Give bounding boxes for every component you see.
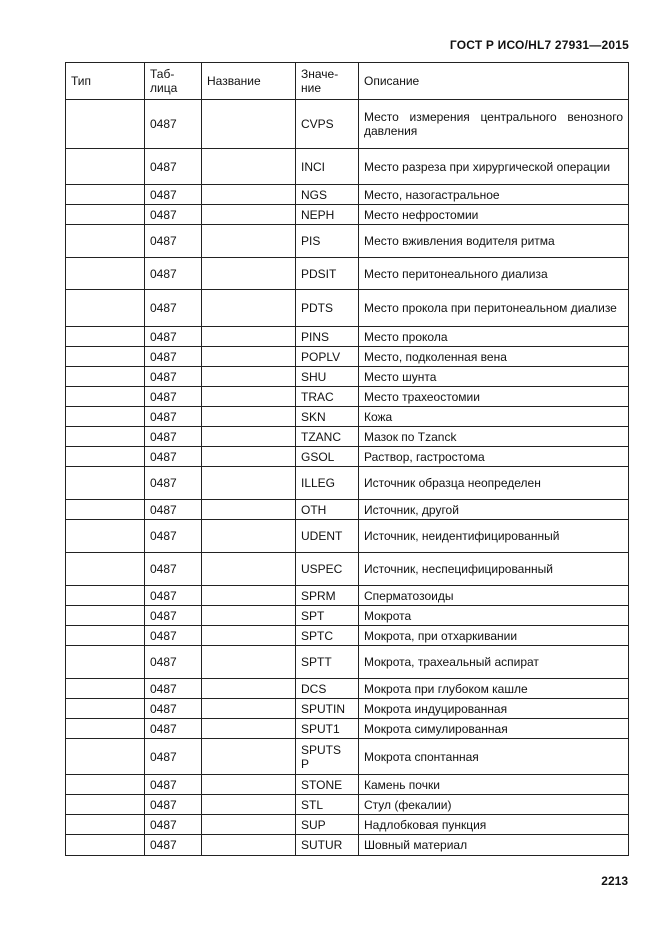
table-row (66, 775, 629, 795)
table-row (66, 100, 629, 149)
cell-type (66, 205, 145, 225)
cell-type (66, 606, 145, 626)
cell-description: Мазок по Tzanck (359, 427, 629, 447)
cell-type (66, 739, 145, 775)
cell-name (202, 347, 296, 367)
table-row (66, 258, 629, 290)
cell-value: GSOL (296, 447, 359, 467)
cell-value: OTH (296, 500, 359, 520)
cell-name (202, 149, 296, 185)
col-description-header: Описание (359, 63, 629, 100)
cell-type (66, 679, 145, 699)
cell-name (202, 646, 296, 679)
cell-description: Место разреза при хирургической операции (359, 149, 629, 185)
code-table (65, 62, 629, 856)
cell-table: 0487 (145, 739, 202, 775)
cell-name (202, 775, 296, 795)
cell-table: 0487 (145, 719, 202, 739)
cell-name (202, 553, 296, 586)
cell-type (66, 835, 145, 856)
cell-type (66, 553, 145, 586)
cell-table: 0487 (145, 367, 202, 387)
cell-name (202, 205, 296, 225)
cell-value: SPUT1 (296, 719, 359, 739)
cell-name (202, 586, 296, 606)
cell-table: 0487 (145, 427, 202, 447)
table-row (66, 646, 629, 679)
cell-value: SPUTIN (296, 699, 359, 719)
cell-description: Источник, другой (359, 500, 629, 520)
table-row (66, 815, 629, 835)
cell-table: 0487 (145, 500, 202, 520)
cell-value: SHU (296, 367, 359, 387)
cell-name (202, 387, 296, 407)
cell-name (202, 815, 296, 835)
cell-table: 0487 (145, 699, 202, 719)
cell-name (202, 185, 296, 205)
cell-name (202, 327, 296, 347)
cell-value: SPTT (296, 646, 359, 679)
cell-value: UDENT (296, 520, 359, 553)
table-body (66, 100, 629, 856)
cell-type (66, 815, 145, 835)
cell-type (66, 290, 145, 327)
cell-name (202, 100, 296, 149)
table-row (66, 347, 629, 367)
cell-value: SPT (296, 606, 359, 626)
cell-value: SPTC (296, 626, 359, 646)
cell-type (66, 327, 145, 347)
cell-table: 0487 (145, 100, 202, 149)
cell-value: PDSIT (296, 258, 359, 290)
cell-type (66, 407, 145, 427)
cell-type (66, 500, 145, 520)
table-header (66, 63, 629, 100)
cell-description: Место нефростомии (359, 205, 629, 225)
table-row (66, 367, 629, 387)
cell-description: Мокрота спонтанная (359, 739, 629, 775)
cell-table: 0487 (145, 520, 202, 553)
cell-description: Мокрота симулированная (359, 719, 629, 739)
table-row (66, 679, 629, 699)
cell-name (202, 427, 296, 447)
table-row (66, 149, 629, 185)
cell-table: 0487 (145, 185, 202, 205)
cell-description: Место измерения центрального венозного давления (359, 100, 629, 149)
cell-value: SUTUR (296, 835, 359, 856)
cell-value: SKN (296, 407, 359, 427)
cell-description: Надлобковая пункция (359, 815, 629, 835)
cell-type (66, 586, 145, 606)
cell-value: PINS (296, 327, 359, 347)
cell-table: 0487 (145, 835, 202, 856)
cell-value: STONE (296, 775, 359, 795)
cell-description: Место, подколенная вена (359, 347, 629, 367)
cell-table: 0487 (145, 205, 202, 225)
cell-description: Мокрота при глубоком кашле (359, 679, 629, 699)
cell-value: USPEC (296, 553, 359, 586)
cell-value: NGS (296, 185, 359, 205)
cell-description: Раствор, гастростома (359, 447, 629, 467)
table-row (66, 225, 629, 258)
cell-type (66, 520, 145, 553)
cell-type (66, 646, 145, 679)
cell-value: POPLV (296, 347, 359, 367)
cell-name (202, 719, 296, 739)
table-row (66, 626, 629, 646)
cell-table: 0487 (145, 225, 202, 258)
cell-table: 0487 (145, 290, 202, 327)
cell-name (202, 739, 296, 775)
cell-type (66, 185, 145, 205)
cell-table: 0487 (145, 258, 202, 290)
cell-type (66, 258, 145, 290)
cell-description: Место перитонеального диализа (359, 258, 629, 290)
cell-description: Место прокола (359, 327, 629, 347)
cell-name (202, 258, 296, 290)
cell-description: Место вживления водителя ритма (359, 225, 629, 258)
cell-type (66, 447, 145, 467)
cell-table: 0487 (145, 815, 202, 835)
cell-table: 0487 (145, 447, 202, 467)
cell-type (66, 719, 145, 739)
cell-type (66, 795, 145, 815)
cell-value: DCS (296, 679, 359, 699)
page-number: 2213 (601, 874, 628, 888)
cell-table: 0487 (145, 586, 202, 606)
cell-description: Место прокола при перитонеальном диализе (359, 290, 629, 327)
cell-table: 0487 (145, 795, 202, 815)
col-type-header: Тип (66, 63, 145, 100)
table-row (66, 427, 629, 447)
table-row (66, 205, 629, 225)
cell-value: SPUTS P (296, 739, 359, 775)
table-row (66, 795, 629, 815)
cell-name (202, 835, 296, 856)
cell-description: Источник, неспецифицированный (359, 553, 629, 586)
cell-name (202, 367, 296, 387)
col-table-header: Таб- лица (145, 63, 202, 100)
cell-table: 0487 (145, 606, 202, 626)
cell-type (66, 387, 145, 407)
cell-name (202, 699, 296, 719)
cell-value: INCI (296, 149, 359, 185)
col-value-header: Значе- ние (296, 63, 359, 100)
cell-table: 0487 (145, 347, 202, 367)
cell-description: Мокрота, трахеальный аспират (359, 646, 629, 679)
cell-name (202, 447, 296, 467)
table-row (66, 835, 629, 856)
cell-table: 0487 (145, 775, 202, 795)
cell-value: NEPH (296, 205, 359, 225)
cell-table: 0487 (145, 407, 202, 427)
cell-table: 0487 (145, 387, 202, 407)
table-row (66, 447, 629, 467)
cell-description: Источник, неидентифицированный (359, 520, 629, 553)
document-header: ГОСТ Р ИСО/HL7 27931—2015 (449, 38, 629, 52)
cell-type (66, 699, 145, 719)
cell-name (202, 520, 296, 553)
table-row (66, 407, 629, 427)
table-row (66, 606, 629, 626)
cell-type (66, 367, 145, 387)
table-row (66, 185, 629, 205)
table-header-row (66, 63, 629, 100)
cell-name (202, 679, 296, 699)
cell-value: STL (296, 795, 359, 815)
cell-name (202, 225, 296, 258)
cell-type (66, 225, 145, 258)
cell-description: Мокрота индуцированная (359, 699, 629, 719)
cell-type (66, 347, 145, 367)
table-row (66, 553, 629, 586)
cell-type (66, 467, 145, 500)
cell-name (202, 407, 296, 427)
cell-table: 0487 (145, 467, 202, 500)
cell-type (66, 427, 145, 447)
table-row (66, 739, 629, 775)
table-row (66, 586, 629, 606)
cell-description: Стул (фекалии) (359, 795, 629, 815)
cell-table: 0487 (145, 679, 202, 699)
cell-description: Место трахеостомии (359, 387, 629, 407)
cell-name (202, 500, 296, 520)
table-row (66, 699, 629, 719)
cell-name (202, 290, 296, 327)
table-row (66, 327, 629, 347)
cell-description: Источник образца неопределен (359, 467, 629, 500)
cell-table: 0487 (145, 646, 202, 679)
cell-table: 0487 (145, 553, 202, 586)
cell-value: SPRM (296, 586, 359, 606)
cell-description: Мокрота, при отхаркивании (359, 626, 629, 646)
cell-type (66, 626, 145, 646)
cell-description: Камень почки (359, 775, 629, 795)
cell-table: 0487 (145, 149, 202, 185)
cell-description: Место шунта (359, 367, 629, 387)
cell-type (66, 775, 145, 795)
cell-table: 0487 (145, 327, 202, 347)
cell-value: TRAC (296, 387, 359, 407)
cell-value: ILLEG (296, 467, 359, 500)
table-row (66, 500, 629, 520)
cell-description: Кожа (359, 407, 629, 427)
table-row (66, 290, 629, 327)
cell-table: 0487 (145, 626, 202, 646)
table-row (66, 387, 629, 407)
cell-name (202, 467, 296, 500)
cell-value: PDTS (296, 290, 359, 327)
table-row (66, 719, 629, 739)
cell-name (202, 626, 296, 646)
cell-name (202, 606, 296, 626)
cell-description: Мокрота (359, 606, 629, 626)
cell-type (66, 149, 145, 185)
cell-name (202, 795, 296, 815)
cell-type (66, 100, 145, 149)
cell-description: Шовный материал (359, 835, 629, 856)
cell-value: CVPS (296, 100, 359, 149)
cell-description: Место, назогастральное (359, 185, 629, 205)
cell-value: PIS (296, 225, 359, 258)
cell-value: TZANC (296, 427, 359, 447)
col-name-header: Название (202, 63, 296, 100)
table-row (66, 520, 629, 553)
cell-value: SUP (296, 815, 359, 835)
cell-description: Сперматозоиды (359, 586, 629, 606)
table-row (66, 467, 629, 500)
